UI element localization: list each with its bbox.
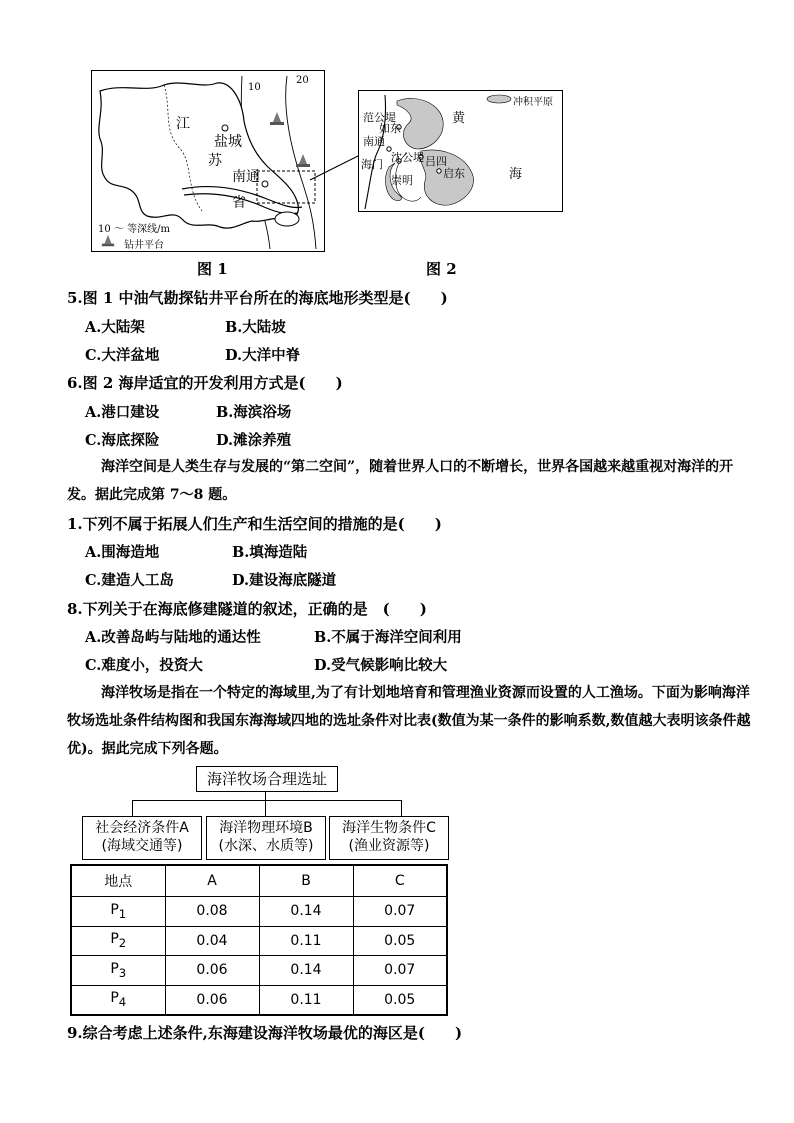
value-cell: 0.11: [259, 985, 353, 1015]
passage-marine-ranch: 海洋牧场是指在一个特定的海域里,为了有计划地培育和管理渔业资源而设置的人工渔场。下面为影响海洋牧场选址条件结构图和我国东海海域四地的选址条件对比表(数值为某一条件的影响系数,数值越大表明该条件越优)。据此完成下列各题。: [67, 685, 751, 757]
site-subscript: 1: [118, 906, 127, 921]
table-header-row: [71, 865, 447, 897]
site-cell: [71, 985, 165, 1015]
q7-option-c: C.建造人工岛: [85, 572, 174, 589]
value-cell: 0.04: [165, 926, 259, 956]
label-nantong: 南通: [232, 169, 260, 185]
table-row: [71, 926, 447, 956]
passage-ocean-space: 海洋空间是人类生存与发展的“第二空间”，随着世界人口的不断增长，世界各国越来越重视对海洋的开发。据此完成第 7～8 题。: [67, 459, 734, 503]
node-b-detail: (水深、水质等): [218, 838, 314, 854]
site-letter: P: [110, 990, 119, 1007]
label-huang: 黄: [452, 111, 466, 126]
header-a: A: [165, 865, 259, 897]
site-letter: P: [110, 960, 119, 977]
q7-option-b: B.填海造陆: [232, 544, 308, 561]
q8-option-c: C.难度小，投资大: [85, 657, 203, 674]
q6-option-d: D.滩涂养殖: [216, 432, 292, 449]
isobath-label-20: 20: [296, 75, 309, 86]
label-alluvial-plain: 冲积平原: [513, 97, 553, 108]
table-row: [71, 897, 447, 927]
site-letter: P: [110, 901, 119, 918]
figure2-map: [358, 90, 563, 212]
figure2-caption: 图 2: [426, 260, 457, 278]
site-subscript: 3: [118, 965, 127, 980]
q7-option-a: A.围海造地: [85, 544, 160, 561]
value-cell: 0.05: [353, 985, 447, 1015]
node-a-title: 社会经济条件A: [95, 820, 189, 836]
label-lvsi: 吕四: [425, 155, 447, 168]
site-letter: P: [110, 931, 119, 948]
drilling-platform-icon: [268, 111, 286, 127]
label-yancheng: 盐城: [214, 134, 242, 150]
value-cell: 0.05: [353, 926, 447, 956]
site-cell: [71, 956, 165, 986]
site-subscript: 4: [118, 995, 127, 1010]
header-b: B: [259, 865, 353, 897]
node-c-title: 海洋生物条件C: [342, 820, 436, 836]
diagram-node-a: [82, 816, 202, 860]
figure1-map: [91, 70, 325, 252]
node-c-detail: (渔业资源等): [348, 838, 430, 854]
question-5-stem: 5.图 1 中油气勘探钻井平台所在的海底地形类型是( ): [67, 289, 448, 307]
value-cell: 0.06: [165, 956, 259, 986]
header-site: 地点: [71, 865, 165, 897]
diagram-connector: [265, 800, 266, 816]
site-cell: [71, 926, 165, 956]
q5-option-c: C.大洋盆地: [85, 347, 160, 364]
figure1-caption: 图 1: [197, 260, 228, 278]
value-cell: 0.14: [259, 897, 353, 927]
q5-option-b: B.大陆坡: [225, 319, 286, 336]
label-chongming: 崇明: [391, 174, 413, 187]
diagram-node-c: [329, 816, 449, 860]
value-cell: 0.07: [353, 956, 447, 986]
value-cell: 0.11: [259, 926, 353, 956]
legend-drilling-platform-icon: [100, 234, 116, 248]
label-jiang: 江: [176, 116, 190, 132]
site-comparison-table: [70, 864, 448, 1016]
node-a-detail: (海域交通等): [101, 838, 183, 854]
isobath-label-10: 10: [248, 82, 261, 93]
q5-option-a: A.大陆架: [85, 319, 145, 336]
legend-platform: 钻井平台: [124, 240, 164, 251]
q8-option-b: B.不属于海洋空间利用: [314, 629, 462, 646]
question-6-stem: 6.图 2 海岸适宜的开发利用方式是( ): [67, 374, 343, 392]
table-row: [71, 985, 447, 1015]
q8-option-d: D.受气候影响比较大: [314, 657, 448, 674]
value-cell: 0.08: [165, 897, 259, 927]
label-hai: 海: [509, 167, 523, 182]
site-cell: [71, 897, 165, 927]
label-shengongdi: 沈公堤: [391, 151, 424, 164]
question-8-stem: 8.下列关于在海底修建隧道的叙述，正确的是 ( ): [67, 600, 427, 618]
q6-option-c: C.海底探险: [85, 432, 160, 449]
diagram-connector: [401, 800, 402, 816]
q6-option-a: A.港口建设: [85, 404, 160, 421]
value-cell: 0.14: [259, 956, 353, 986]
diagram-root-box: 海洋牧场合理选址: [196, 766, 338, 792]
q5-option-d: D.大洋中脊: [225, 347, 301, 364]
q6-option-b: B.海滨浴场: [216, 404, 292, 421]
header-c: C: [353, 865, 447, 897]
question-9-stem: 9.综合考虑上述条件,东海建设海洋牧场最优的海区是( ): [67, 1024, 463, 1042]
label-haimen: 海门: [361, 158, 383, 171]
legend-isobath: 10 ～ 等深线/m: [98, 224, 170, 235]
diagram-connector: [132, 800, 133, 816]
label-fangongdi: 范公堤: [363, 111, 396, 124]
label-qidong: 启东: [443, 167, 465, 180]
site-subscript: 2: [118, 936, 127, 951]
node-b-title: 海洋物理环境B: [219, 820, 313, 836]
question-7-stem: 1.下列不属于拓展人们生产和生活空间的措施的是( ): [67, 515, 442, 533]
q7-option-d: D.建设海底隧道: [232, 572, 337, 589]
label-nantong-2: 南通: [363, 135, 385, 148]
diagram-connector: [132, 800, 402, 801]
label-rudong: 如东: [379, 122, 401, 135]
label-su: 苏: [208, 153, 222, 169]
label-sheng: 省: [232, 195, 246, 211]
value-cell: 0.07: [353, 897, 447, 927]
diagram-node-b: [206, 816, 326, 860]
q8-option-a: A.改善岛屿与陆地的通达性: [85, 629, 261, 646]
table-row: [71, 956, 447, 986]
value-cell: 0.06: [165, 985, 259, 1015]
